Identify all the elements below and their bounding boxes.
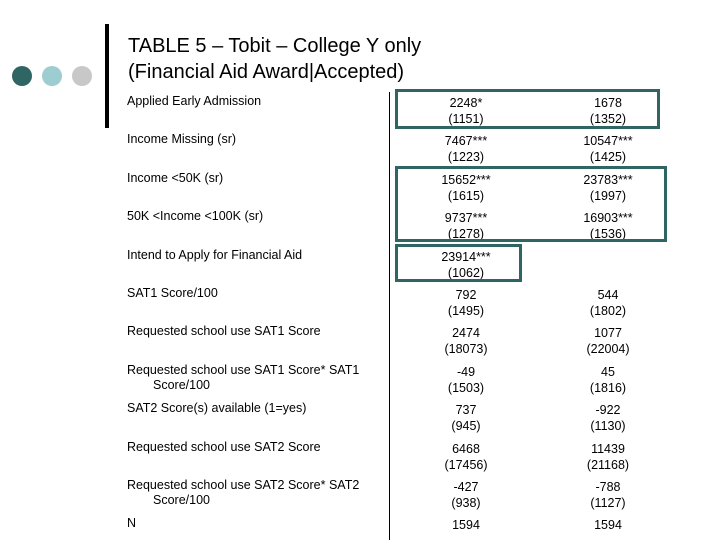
- table-row: [0, 131, 720, 169]
- decor-dot-dark: [12, 66, 32, 86]
- cell-col1: [411, 364, 521, 396]
- row-label-line: Score/100: [153, 377, 210, 392]
- row-label-line: Requested school use SAT2 Score* SAT2: [127, 478, 360, 492]
- highlight-box-intend-aid: [395, 244, 522, 282]
- standard-error: (1130): [590, 419, 626, 434]
- coefficient: 7467***: [444, 134, 488, 149]
- cell-col1: [411, 479, 521, 511]
- row-label: [127, 209, 377, 224]
- highlight-box-early-admission: [395, 89, 660, 129]
- decor-dot-gray: [72, 66, 92, 86]
- coefficient: 15652***: [441, 172, 491, 187]
- row-label: [127, 132, 377, 147]
- row-label: [127, 478, 377, 508]
- standard-error: (1495): [447, 304, 485, 318]
- row-label-line: Score/100: [153, 493, 210, 507]
- coefficient: 45: [601, 364, 615, 379]
- row-label: [127, 324, 377, 339]
- cell-col2: [553, 249, 663, 281]
- coefficient: -49: [456, 364, 476, 379]
- title-line-1: TABLE 5 – Tobit – College Y only: [128, 35, 422, 57]
- standard-error: (1278): [447, 227, 485, 242]
- row-label: [127, 248, 377, 263]
- standard-error: (1802): [589, 304, 627, 318]
- coefficient: 1594: [594, 518, 622, 533]
- standard-error: (945): [451, 419, 481, 434]
- cell-col2: [553, 517, 663, 549]
- row-label-line: Intend to Apply for Financial Aid: [127, 247, 303, 262]
- row-label-line: Income <50K (sr): [127, 170, 224, 185]
- coefficient: 11439: [591, 441, 625, 456]
- coefficient: 2474: [452, 326, 480, 341]
- row-label: [127, 363, 377, 393]
- standard-error: (1503): [447, 380, 485, 395]
- row-label-line: Requested school use SAT1 Score* SAT1: [127, 362, 360, 377]
- row-label-line: Requested school use SAT2 Score: [127, 439, 321, 454]
- table-row: [0, 323, 720, 361]
- coefficient: -788: [595, 480, 621, 494]
- standard-error: (17456): [444, 457, 488, 472]
- standard-error: (21168): [586, 457, 630, 472]
- cell-col1: [411, 441, 521, 473]
- cell-col2: [553, 364, 663, 396]
- cell-col1: [411, 325, 521, 357]
- standard-error: (1223): [447, 150, 485, 165]
- coefficient: [553, 249, 663, 265]
- cell-col2: [553, 402, 663, 434]
- standard-error: (18073): [444, 342, 488, 357]
- table-row: [0, 285, 720, 323]
- table-row: [0, 439, 720, 477]
- standard-error: (1127): [590, 496, 626, 510]
- coefficient: 9737***: [444, 211, 488, 226]
- row-label: [127, 286, 377, 301]
- standard-error: (938): [451, 496, 481, 510]
- row-label-line: N: [127, 516, 137, 531]
- standard-error: (22004): [586, 342, 630, 357]
- page-title: [128, 33, 421, 85]
- coefficient: 23783***: [583, 172, 633, 187]
- cell-col2: [553, 133, 663, 165]
- standard-error: [553, 533, 663, 549]
- row-label: [127, 94, 377, 109]
- highlight-box-income: [395, 166, 667, 242]
- table-row: [0, 515, 720, 553]
- coefficient: -427: [453, 480, 479, 494]
- cell-col2: [553, 441, 663, 473]
- standard-error: (1151): [448, 112, 484, 126]
- cell-col1: [411, 517, 521, 549]
- coefficient: 1594: [452, 518, 480, 533]
- standard-error: (1536): [589, 227, 627, 242]
- standard-error: [553, 265, 663, 281]
- decor-dot-light: [42, 66, 62, 86]
- standard-error: (1615): [447, 188, 485, 203]
- cell-col1: [411, 287, 521, 319]
- cell-col2: [553, 287, 663, 319]
- standard-error: (1997): [589, 188, 627, 203]
- row-label-line: 50K <Income <100K (sr): [127, 209, 264, 224]
- coefficient: 792: [455, 288, 477, 302]
- coefficient: 16903***: [583, 211, 633, 226]
- table-row: [0, 400, 720, 438]
- coefficient: 1077: [594, 326, 622, 341]
- standard-error: (1425): [589, 150, 627, 165]
- row-label: [127, 171, 377, 186]
- cell-col2: [553, 479, 663, 511]
- cell-col2: [553, 325, 663, 357]
- standard-error: [411, 533, 521, 549]
- standard-error: (1062): [447, 265, 485, 280]
- row-label-line: Income Missing (sr): [127, 132, 237, 147]
- coefficient: 737: [455, 403, 477, 418]
- standard-error: (1816): [589, 380, 627, 395]
- row-label: [127, 401, 377, 416]
- row-label: [127, 516, 377, 531]
- table-row: [0, 362, 720, 400]
- row-label-line: SAT1 Score/100: [127, 286, 218, 300]
- coefficient: 23914***: [441, 249, 491, 264]
- coefficient: 1678: [594, 96, 622, 110]
- cell-col1: [411, 402, 521, 434]
- row-label-line: SAT2 Score(s) available (1=yes): [127, 401, 307, 416]
- cell-col1: [411, 133, 521, 165]
- standard-error: (1352): [589, 112, 627, 126]
- table-row: [0, 477, 720, 515]
- row-label: [127, 440, 377, 455]
- coefficient: 2248*: [449, 96, 483, 110]
- coefficient: 6468: [452, 441, 480, 456]
- row-label-line: Applied Early Admission: [127, 94, 262, 108]
- table-row: [0, 247, 720, 285]
- coefficient: 10547***: [583, 134, 633, 149]
- row-label-line: Requested school use SAT1 Score: [127, 324, 321, 339]
- coefficient: 544: [597, 288, 619, 302]
- title-line-2: (Financial Aid Award|Accepted): [128, 61, 405, 83]
- coefficient: -922: [595, 403, 621, 418]
